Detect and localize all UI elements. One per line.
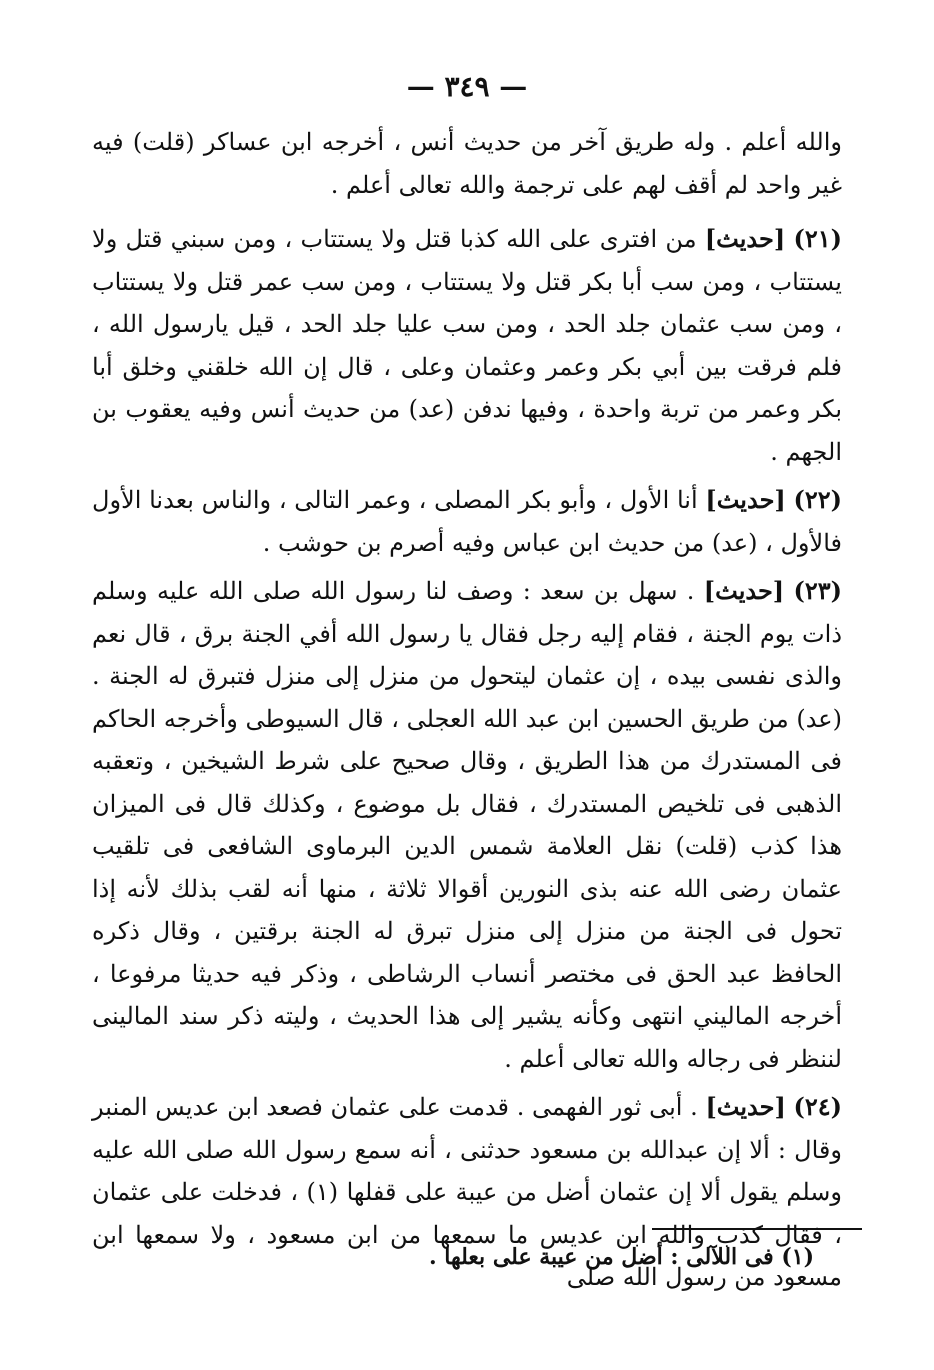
entry-tag: [حديث]: [705, 485, 786, 514]
entry-text: من افترى على الله كذبا قتل ولا يستتاب ، ومن سبني قتل ولا يستتاب ، ومن سب أبا بكر قتل ولا يستتاب ، ومن سب عمر قتل ولا يستتاب ، ومن سب عثمان جلد الحد ، ومن سب عليا جلد الحد ، قيل يارسول الله ، فلم فرقت بين أبي بكر وعمر وعثمان وعلى ، قال إن الله خلقني وخلق أبا بكر وعمر من تربة واحدة ، وفيها ندفن (عد) من حديث أنس وفيه يعقوب بن الجهم .: [92, 225, 842, 466]
paragraph-continuation: [92, 121, 842, 206]
entry-text: أنا الأول ، وأبو بكر المصلى ، وعمر التالى ، والناس بعدنا الأول فالأول ، (عد) من حديث ابن عباس وفيه أصرم بن حوشب .: [92, 486, 842, 557]
page-number: — ٣٤٩ —: [406, 70, 528, 103]
hadith-entry-22: [92, 479, 842, 564]
entry-number: (٢١): [793, 224, 842, 253]
hadith-entry-23: [92, 570, 842, 1080]
paragraph-text: والله أعلم . وله طريق آخر من حديث أنس ، أخرجه ابن عساكر (قلت) فيه غير واحد لم أقف لهم على ترجمة والله تعالى أعلم .: [92, 128, 842, 199]
footnote-divider: [652, 1228, 862, 1230]
entry-number: (٢٢): [793, 485, 842, 514]
entry-tag: [حديث]: [705, 1092, 786, 1121]
hadith-entry-21: [92, 218, 842, 473]
entry-number: (٢٤): [793, 1092, 843, 1121]
entry-number: (٢٣): [793, 576, 842, 605]
entry-text: . سهل بن سعد : وصف لنا رسول الله صلى الله عليه وسلم ذات يوم الجنة ، فقام إليه رجل فقال يا رسول الله أفي الجنة برق ، قال نعم والذى نفسى بيده ، إن عثمان ليتحول من منزل إلى منزل فتبرق له الجنة . (عد) من طريق الحسين ابن عبد الله العجلى ، قال السيوطى وأخرجه الحاكم فى المستدرك من هذا الطريق ، وقال صحيح على شرط الشيخين ، وتعقبه الذهبى فى تلخيص المستدرك ، فقال بل موضوع ، وكذلك قال فى الميزان هذا كذب (قلت) نقل العلامة شمس الدين البرماوى الشافعى فى تلقيب عثمان رضى الله عنه بذى النورين أقوالا ثلاثة ، منها أنه لقب بذلك لأنه إذا تحول فى الجنة من منزل إلى منزل تبرق له الجنة برقتين ، وقال ذكره الحافظ عبد الحق فى مختصر أنساب الرشاطى ، وذكر فيه حديثا مرفوعا ، أخرجه الماليني انتهى وكأنه يشير إلى هذا الحديث ، وليته ذكر سند المالينى لننظر فى رجاله والله تعالى أعلم .: [92, 577, 842, 1073]
entry-text: . أبى ثور الفهمى . قدمت على عثمان فصعد ابن عديس المنبر وقال : ألا إن عبدالله بن مسعود حدثنى ، أنه سمع رسول الله صلى الله عليه وسلم يقول ألا إن عثمان أضل من عيبة على قفلها (١) ، فدخلت على عثمان ، فقال كذب والله ابن عديس ما سمعها من ابن مسعود ، ولا سمعها ابن مسعود من رسول الله صلى: [92, 1093, 843, 1291]
entry-tag: [حديث]: [703, 576, 785, 605]
entry-tag: [حديث]: [704, 224, 786, 253]
footnote: (١) فى اللآلى : أضل من عيبة على بعلها .: [428, 1244, 814, 1270]
